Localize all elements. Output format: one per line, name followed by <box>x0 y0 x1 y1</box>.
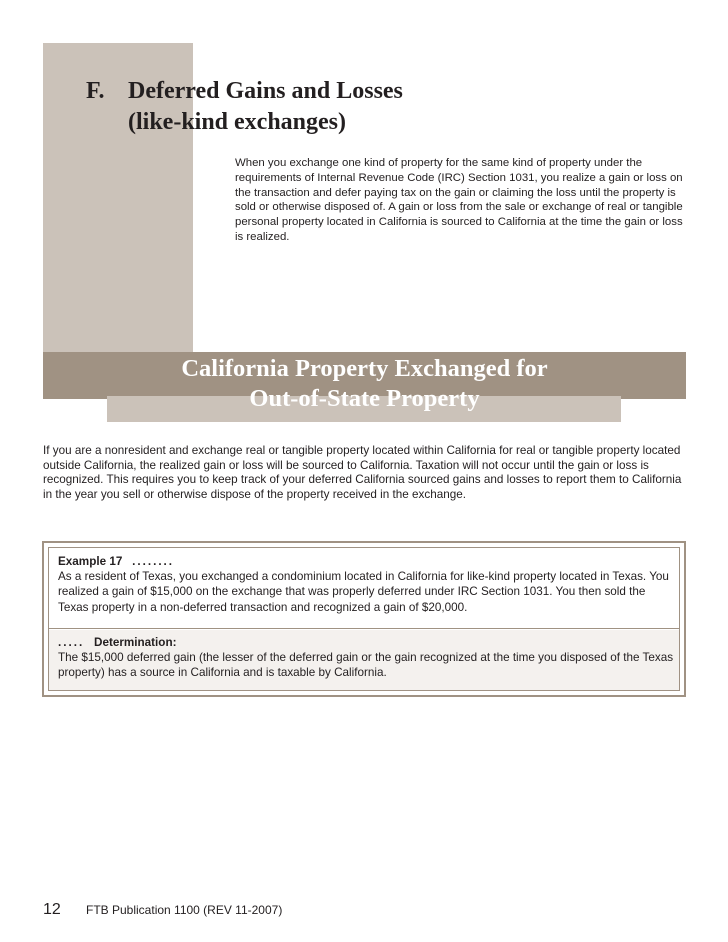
section-title-line1: Deferred Gains and Losses <box>128 78 403 104</box>
publication-name: FTB Publication 1100 (REV 11-2007) <box>86 903 283 917</box>
determination-label: Determination: <box>94 636 177 649</box>
body-paragraph: If you are a nonresident and exchange real or tangible property located within California for real or tangible property located outside California, the realized gain or loss will be sourced to California. Taxation will not occur until the gain or loss is recognized. This requires you to keep track of your deferred California sourced gains and losses to report them to California in the year you sell or otherwise dispose of the property received in the exchange. <box>43 444 682 502</box>
banner-title <box>43 354 686 414</box>
section-letter: F. <box>86 78 105 104</box>
example-label-dots: ........ <box>132 555 175 568</box>
example-text: As a resident of Texas, you exchanged a condominium located in California for like-kind property located in Texas. You realized a gain of $15,000 on the exchange that was properly deferred under IRC Section 1031. You then sold the Texas property in a non-deferred transaction and recognized a gain of $20,000. <box>58 570 669 614</box>
determination-section <box>49 630 679 690</box>
example-box <box>42 541 686 697</box>
determination-text: The $15,000 deferred gain (the lesser of the deferred gain or the gain recognized at the time you disposed of the Texas property) has a source in California and is taxable by California. <box>58 651 674 680</box>
determination-dots: ..... <box>58 636 85 649</box>
determination-label-row <box>58 635 679 650</box>
example-label: Example 17 <box>58 555 123 568</box>
banner-title-line2: Out-of-State Property <box>249 385 480 412</box>
example-inner-frame <box>48 547 680 691</box>
example-label-row <box>58 554 679 569</box>
section-title-line2: (like-kind exchanges) <box>128 109 347 135</box>
intro-paragraph: When you exchange one kind of property for the same kind of property under the requirements of Internal Revenue Code (IRC) Section 1031, you realize a gain or loss on the transaction and defer paying tax on the gain or claiming the loss until the property is sold or otherwise disposed of. A gain or loss from the sale or exchange of real or tangible personal property located in California is sourced to California at the time the gain or loss is realized. <box>235 157 683 243</box>
page-number: 12 <box>43 901 61 918</box>
section-heading-line1 <box>86 76 403 107</box>
example-section <box>49 548 679 629</box>
section-heading <box>86 76 403 138</box>
page-footer <box>43 901 282 919</box>
banner-title-line1: California Property Exchanged for <box>181 355 548 382</box>
